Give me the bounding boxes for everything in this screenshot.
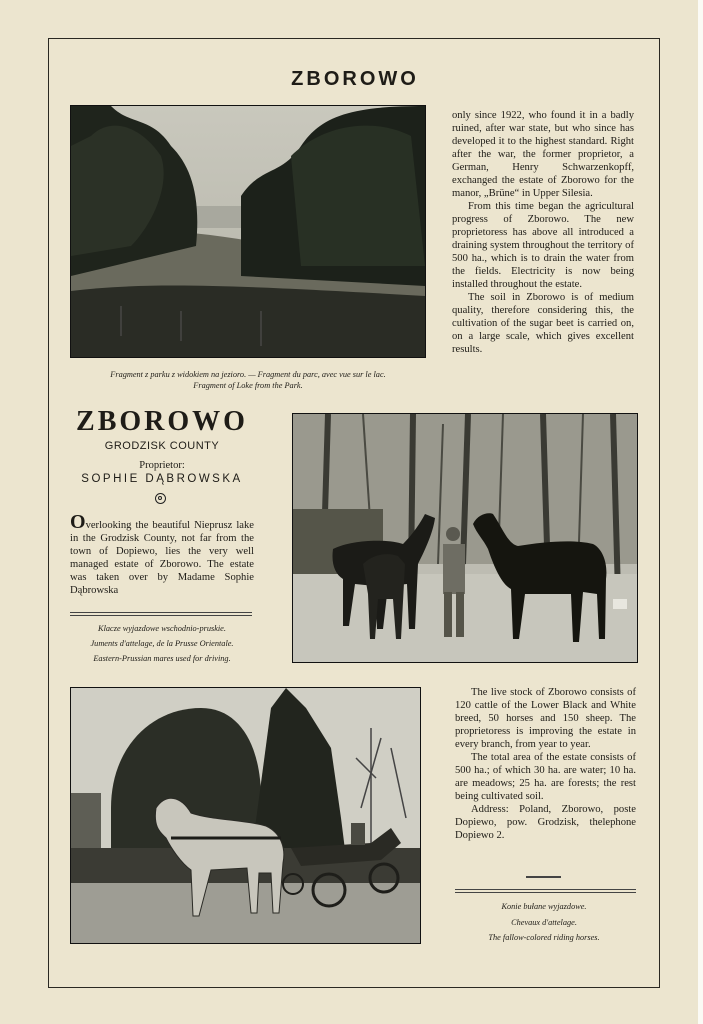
paragraph: From this time began the agricultural progress of Zborowo. The new proprietoress has above all introduced a draining system throughout the territory of 500 ha., which is to drain the water from the fields. Electricity is now being installed throughout the estate.: [452, 201, 634, 290]
divider: [455, 889, 636, 893]
ornament-icon: [155, 493, 166, 504]
divider: [70, 612, 252, 616]
caption-line-pl: Klacze wyjazdowe wschodnio-pruskie.: [98, 624, 226, 633]
photo-carriage-caption: [452, 899, 636, 946]
paragraph: only since 1922, who found it in a badly ruined, after war state, but who since has developed it to the highest standard. Right after the war, the former proprietor, a German, Henry Schwarzenkopff, exchanged the estate of Zborowo for the manor, „Brüne“ in Upper Silesia.: [452, 110, 634, 199]
page-edge: [698, 0, 703, 1024]
county-label: GRODZISK COUNTY: [104, 440, 220, 452]
caption-line-en: The fallow-colored riding horses.: [488, 933, 600, 942]
proprietor-name: SOPHIE DĄBROWSKA: [81, 473, 243, 485]
short-divider: [526, 876, 561, 878]
caption-line-pl-fr: Fragment z parku z widokiem na jezioro. — Fragment du parc, avec vue sur le lac.: [110, 370, 386, 379]
estate-title: ZBOROWO: [76, 406, 248, 437]
paragraph: The soil in Zborowo is of medium quality, therefore considering this, the cultivation of the sugar beet is carried on, on a large scale, which gives excellent results.: [452, 292, 634, 355]
text-column-top-right: [452, 109, 634, 356]
intro-text: verlooking the beautiful Nieprusz lake in the Grodzisk County, not far from the town of Dopiewo, lies the very well managed estate of Zborowo. The estate was taken over by Madame Sophie Dąbrowska: [70, 520, 254, 596]
intro-paragraph: [70, 511, 254, 597]
photo-mares-caption: [70, 621, 254, 666]
photo-mares: [292, 413, 638, 663]
caption-line-en: Fragment of Loke from the Park.: [193, 381, 303, 390]
text-column-bottom-right: [455, 686, 636, 842]
caption-line-en: Eastern-Prussian mares used for driving.: [93, 654, 231, 663]
caption-line-fr: Chevaux d'attelage.: [511, 917, 577, 927]
paragraph: The live stock of Zborowo consists of 120 cattle of the Lower Black and White breed, 50 horses and 150 sheep. The proprietoress is improving the estate in every branch, from year to year.: [455, 687, 636, 750]
paragraph: Address: Poland, Zborowo, poste Dopiewo, pow. Grodzisk, thelephone Dopiewo 2.: [455, 804, 636, 841]
photo-park-lake-caption: [70, 369, 426, 391]
photo-carriage: [70, 687, 421, 944]
photo-park-lake: [70, 105, 426, 358]
caption-line-pl: Konie bułane wyjazdowe.: [501, 902, 587, 911]
paragraph: The total area of the estate consists of 500 ha.; of which 30 ha. are water; 10 ha. are meadows; 25 ha. are forests; the rest being cultivated soil.: [455, 752, 636, 802]
page-title: ZBOROWO: [291, 68, 419, 90]
proprietor-label: Proprietor:: [139, 460, 185, 471]
dropcap: O: [70, 511, 86, 533]
caption-line-fr: Juments d'attelage, de la Prusse Orientale.: [90, 639, 234, 648]
